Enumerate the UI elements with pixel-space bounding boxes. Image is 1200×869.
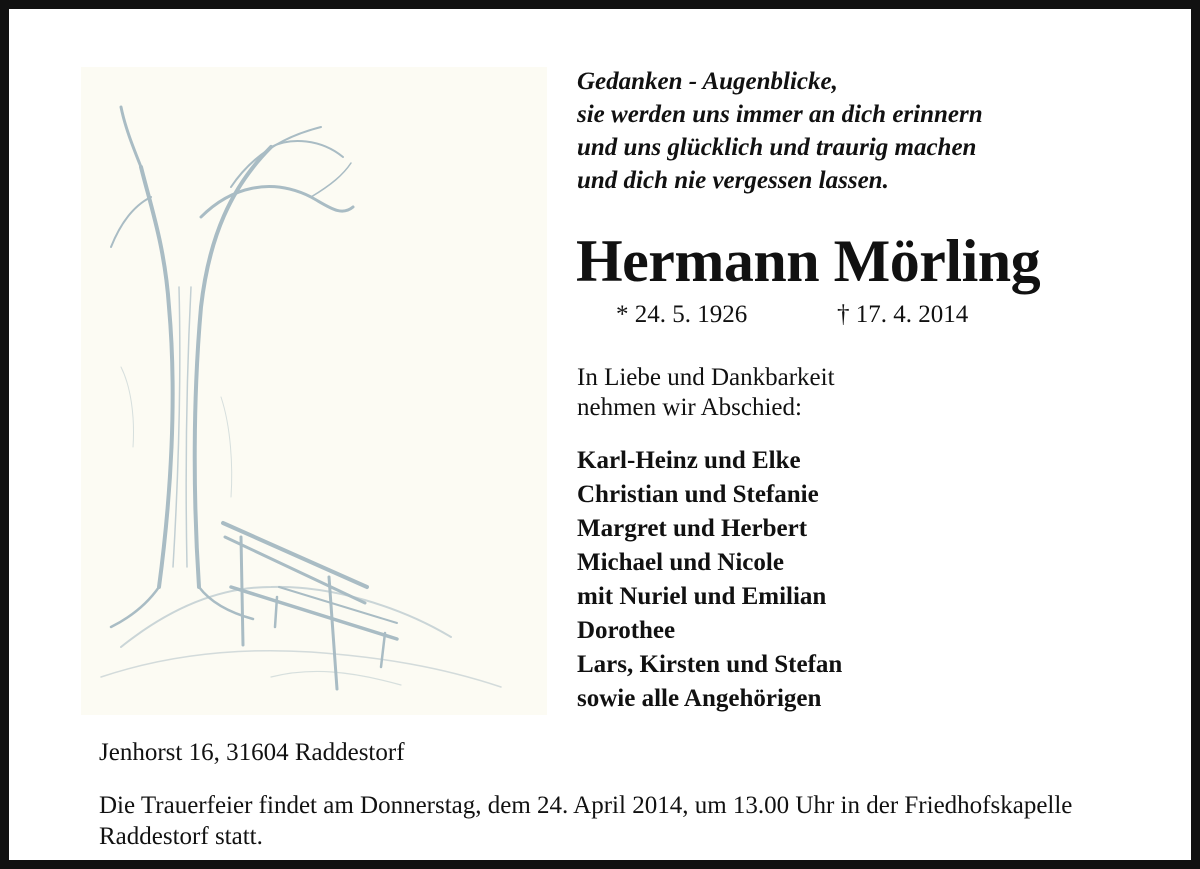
deceased-name: Hermann Mörling	[576, 228, 1041, 294]
death-date: † 17. 4. 2014	[837, 301, 969, 328]
poem	[577, 65, 983, 197]
mourner-entry: Lars, Kirsten und Stefan	[577, 651, 843, 678]
tree-and-bench-illustration	[81, 67, 547, 715]
poem-line: und uns glücklich und traurig machen	[577, 134, 977, 161]
mourner-entry: Dorothee	[577, 617, 676, 644]
poem-line: sie werden uns immer an dich erinnern	[577, 101, 983, 128]
farewell-line: nehmen wir Abschied:	[577, 394, 802, 421]
mourner-entry: Michael und Nicole	[577, 549, 784, 576]
mourner-entry: sowie alle Angehörigen	[577, 685, 822, 712]
mourners-list	[577, 444, 842, 716]
farewell-text	[577, 363, 835, 423]
mourner-entry: mit Nuriel und Emilian	[577, 583, 827, 610]
poem-line: Gedanken - Augenblicke,	[577, 68, 838, 95]
mourner-entry: Karl-Heinz und Elke	[577, 447, 801, 474]
poem-line: und dich nie vergessen lassen.	[577, 167, 889, 194]
address: Jenhorst 16, 31604 Raddestorf	[99, 739, 405, 766]
tree-and-bench-sketch-icon	[81, 67, 547, 715]
ceremony-notice: Die Trauerfeier findet am Donnerstag, dem 24. April 2014, um 13.00 Uhr in der Friedhofskapelle Raddestorf statt.	[99, 792, 1073, 850]
farewell-line: In Liebe und Dankbarkeit	[577, 364, 835, 391]
birth-date: * 24. 5. 1926	[616, 301, 748, 328]
mourner-entry: Margret und Herbert	[577, 515, 808, 542]
mourner-entry: Christian und Stefanie	[577, 481, 819, 508]
